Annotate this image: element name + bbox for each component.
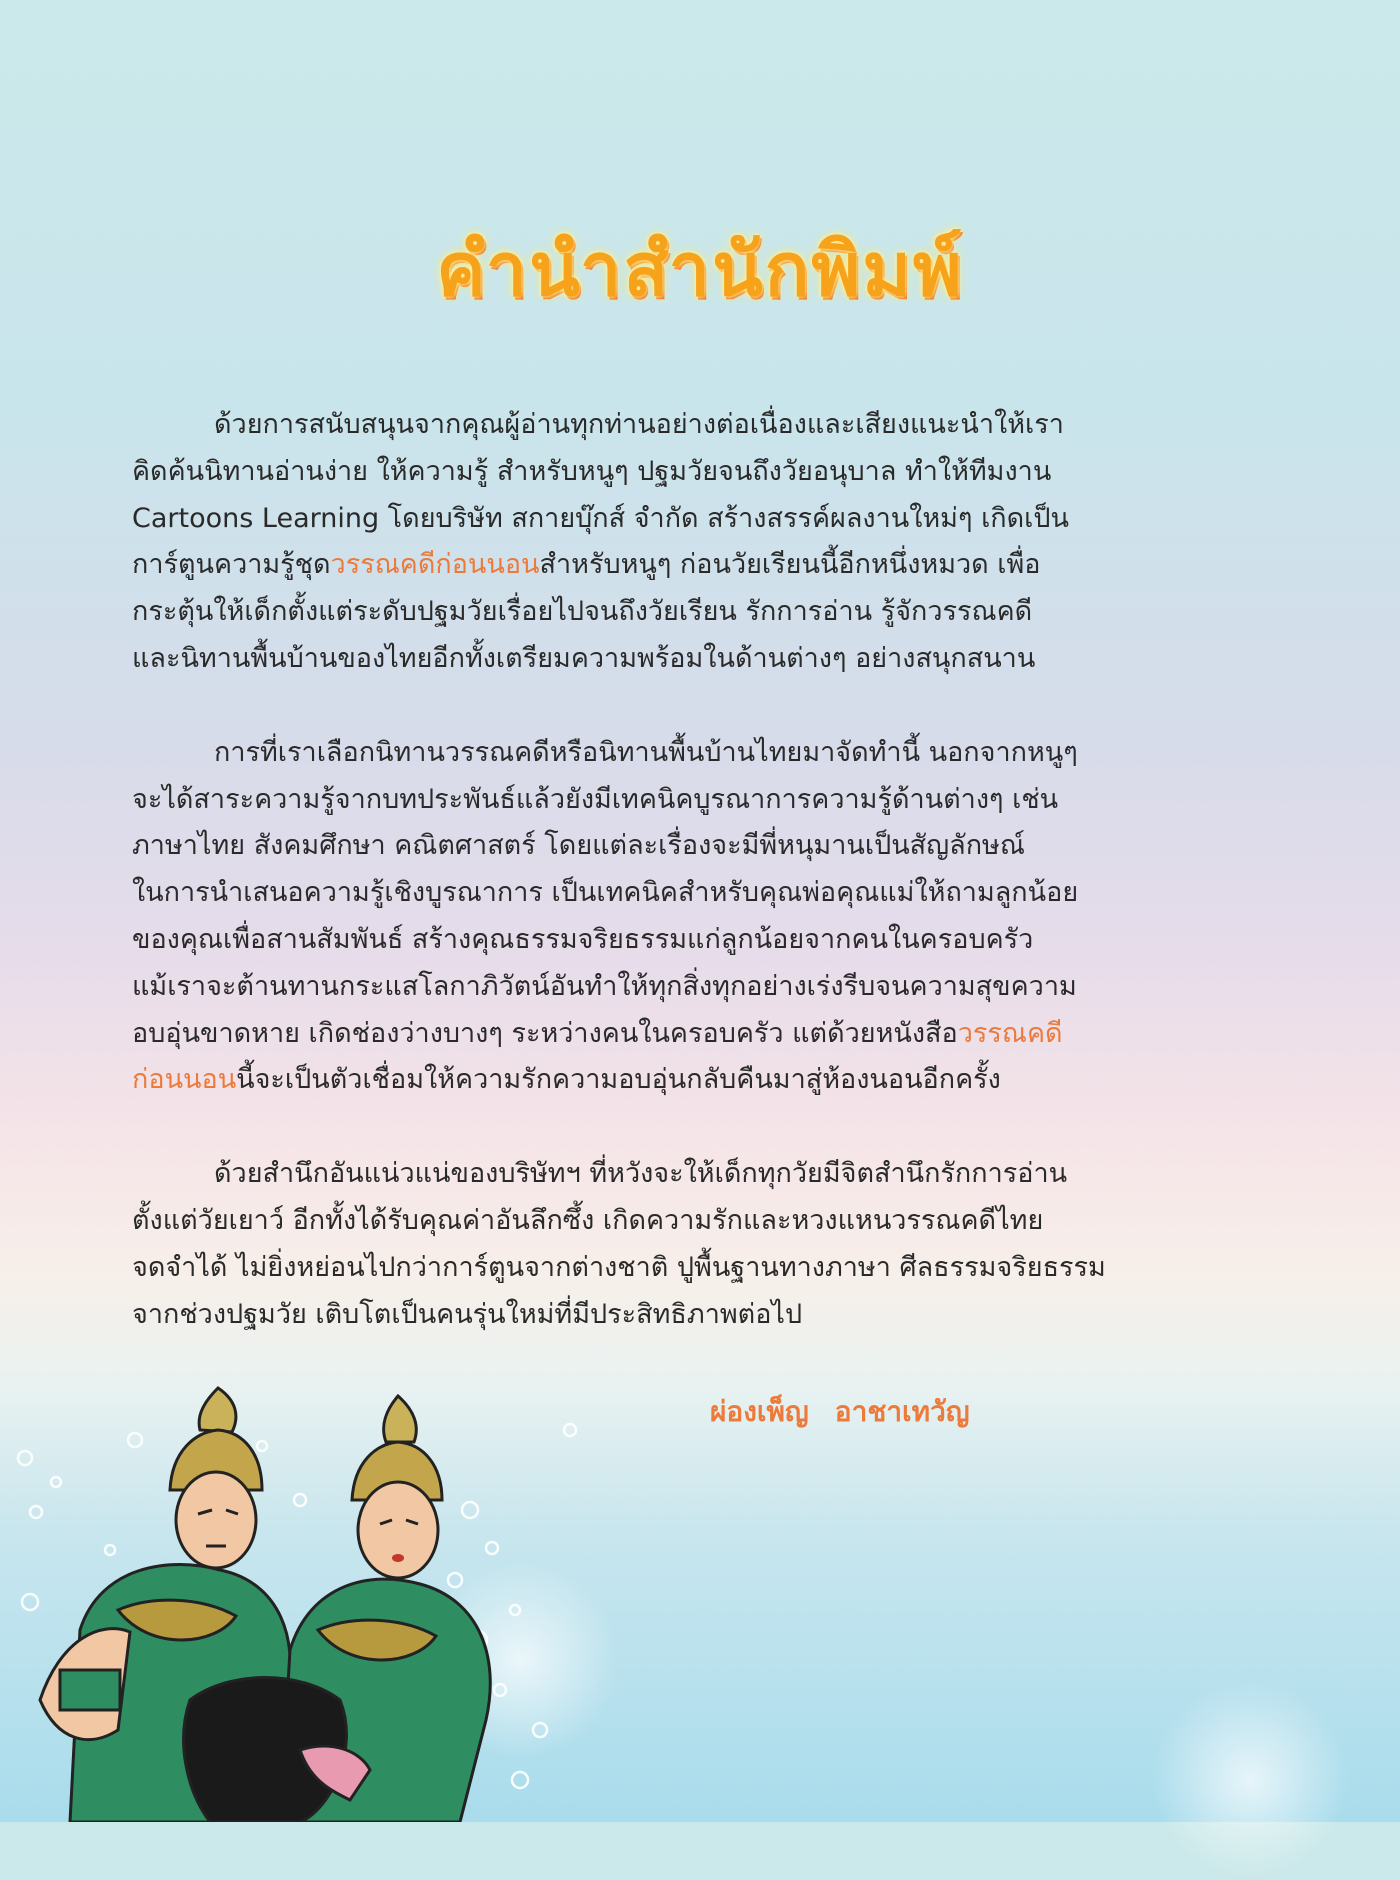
text-segment: Cartoons Learning โดยบริษัท สกายบุ๊กส์ จำกัด สร้างสรรค์ผลงานใหม่ๆ เกิดเป็น [132, 502, 1069, 534]
text-line [132, 730, 1168, 777]
text-segment: จะได้สาระความรู้จากบทประพันธ์แล้วยังมีเทคนิคบูรณาการความรู้ด้านต่างๆ เช่น [132, 783, 1059, 815]
text-segment: แม้เราจะต้านทานกระแสโลกาภิวัตน์อันทำให้ทุกสิ่งทุกอย่างเร่งรีบจนความสุขความ [132, 970, 1077, 1002]
paragraph [132, 730, 1168, 1104]
text-line [132, 917, 1168, 964]
text-segment: ด้วยการสนับสนุนจากคุณผู้อ่านทุกท่านอย่างต่อเนื่องและเสียงแนะนำให้เรา [214, 409, 1064, 440]
page-title: คำนำสำนักพิมพ์ [436, 227, 964, 313]
text-segment: ตั้งแต่วัยเยาว์ อีกทั้งได้รับคุณค่าอันลึกซึ้ง เกิดความรักและหวงแหนวรรณคดีไทย [132, 1204, 1044, 1236]
text-segment: ด้วยสำนึกอันแน่วแน่ของบริษัทฯ ที่หวังจะให้เด็กทุกวัยมีจิตสำนึกรักการอ่าน [214, 1158, 1068, 1190]
text-line [132, 402, 1168, 449]
text-segment: สำหรับหนูๆ ก่อนวัยเรียนนี้อีกหนึ่งหมวด เพื่อ [539, 549, 1041, 581]
text-segment: อบอุ่นขาดหาย เกิดช่องว่างบางๆ ระหว่างคนในครอบครัว แต่ด้วยหนังสือ [132, 1017, 958, 1049]
light-sparkle [1150, 1680, 1350, 1880]
text-segment: การที่เราเลือกนิทานวรรณคดีหรือนิทานพื้นบ้านไทยมาจัดทำนี้ นอกจากหนูๆ [214, 736, 1078, 768]
paragraph [132, 1151, 1168, 1338]
text-segment: ของคุณเพื่อสานสัมพันธ์ สร้างคุณธรรมจริยธรรมแก่ลูกน้อยจากคนในครอบครัว [132, 923, 1034, 955]
text-line [132, 496, 1168, 543]
text-line [132, 777, 1168, 824]
text-segment: ภาษาไทย สังคมศึกษา คณิตศาสตร์ โดยแต่ละเรื่องจะมีพี่หนุมานเป็นสัญลักษณ์ [132, 830, 1025, 862]
author-signature [710, 1390, 970, 1434]
text-line [132, 1151, 1168, 1198]
text-line [132, 823, 1168, 870]
two-armored-warriors-icon [0, 1370, 600, 1822]
text-segment: การ์ตูนความรู้ชุด [132, 549, 331, 581]
text-segment: จดจำได้ ไม่ยิ่งหย่อนไปกว่าการ์ตูนจากต่างชาติ ปูพื้นฐานทางภาษา ศีลธรรมจริยธรรม [132, 1251, 1106, 1283]
highlighted-book-series-name: วรรณคดี [957, 1017, 1063, 1049]
text-line [132, 449, 1168, 496]
text-line [132, 542, 1168, 589]
text-segment: และนิทานพื้นบ้านของไทยอีกทั้งเตรียมความพร้อมในด้านต่างๆ อย่างสนุกสนาน [132, 642, 1036, 674]
text-line [132, 1245, 1168, 1292]
text-line [132, 964, 1168, 1011]
text-segment: กระตุ้นให้เด็กตั้งแต่ระดับปฐมวัยเรื่อยไปจนถึงวัยเรียน รักการอ่าน รู้จักวรรณคดี [132, 596, 1033, 628]
preface-body [132, 402, 1168, 1385]
text-segment: คิดค้นนิทานอ่านง่าย ให้ความรู้ สำหรับหนูๆ ปฐมวัยจนถึงวัยอนุบาล ทำให้ทีมงาน [132, 455, 1052, 487]
text-line [132, 589, 1168, 636]
text-line [132, 1057, 1168, 1104]
text-line [132, 1198, 1168, 1245]
highlighted-book-series-name: ก่อนนอน [132, 1064, 237, 1096]
highlighted-book-series-name: วรรณคดีก่อนนอน [330, 549, 540, 581]
text-line [132, 1011, 1168, 1058]
text-segment: จากช่วงปฐมวัย เติบโตเป็นคนรุ่นใหม่ที่มีประสิทธิภาพต่อไป [132, 1298, 803, 1330]
paragraph [132, 402, 1168, 683]
text-line [132, 636, 1168, 683]
author-last-name: อาชาเทวัญ [834, 1395, 970, 1428]
author-first-name: ผ่องเพ็ญ [710, 1395, 809, 1428]
text-segment: ในการนำเสนอความรู้เชิงบูรณาการ เป็นเทคนิคสำหรับคุณพ่อคุณแม่ให้ถามลูกน้อย [132, 877, 1079, 909]
text-line [132, 870, 1168, 917]
text-line [132, 1292, 1168, 1339]
text-segment: นี้จะเป็นตัวเชื่อมให้ความรักความอบอุ่นกลับคืนมาสู่ห้องนอนอีกครั้ง [236, 1064, 1001, 1096]
